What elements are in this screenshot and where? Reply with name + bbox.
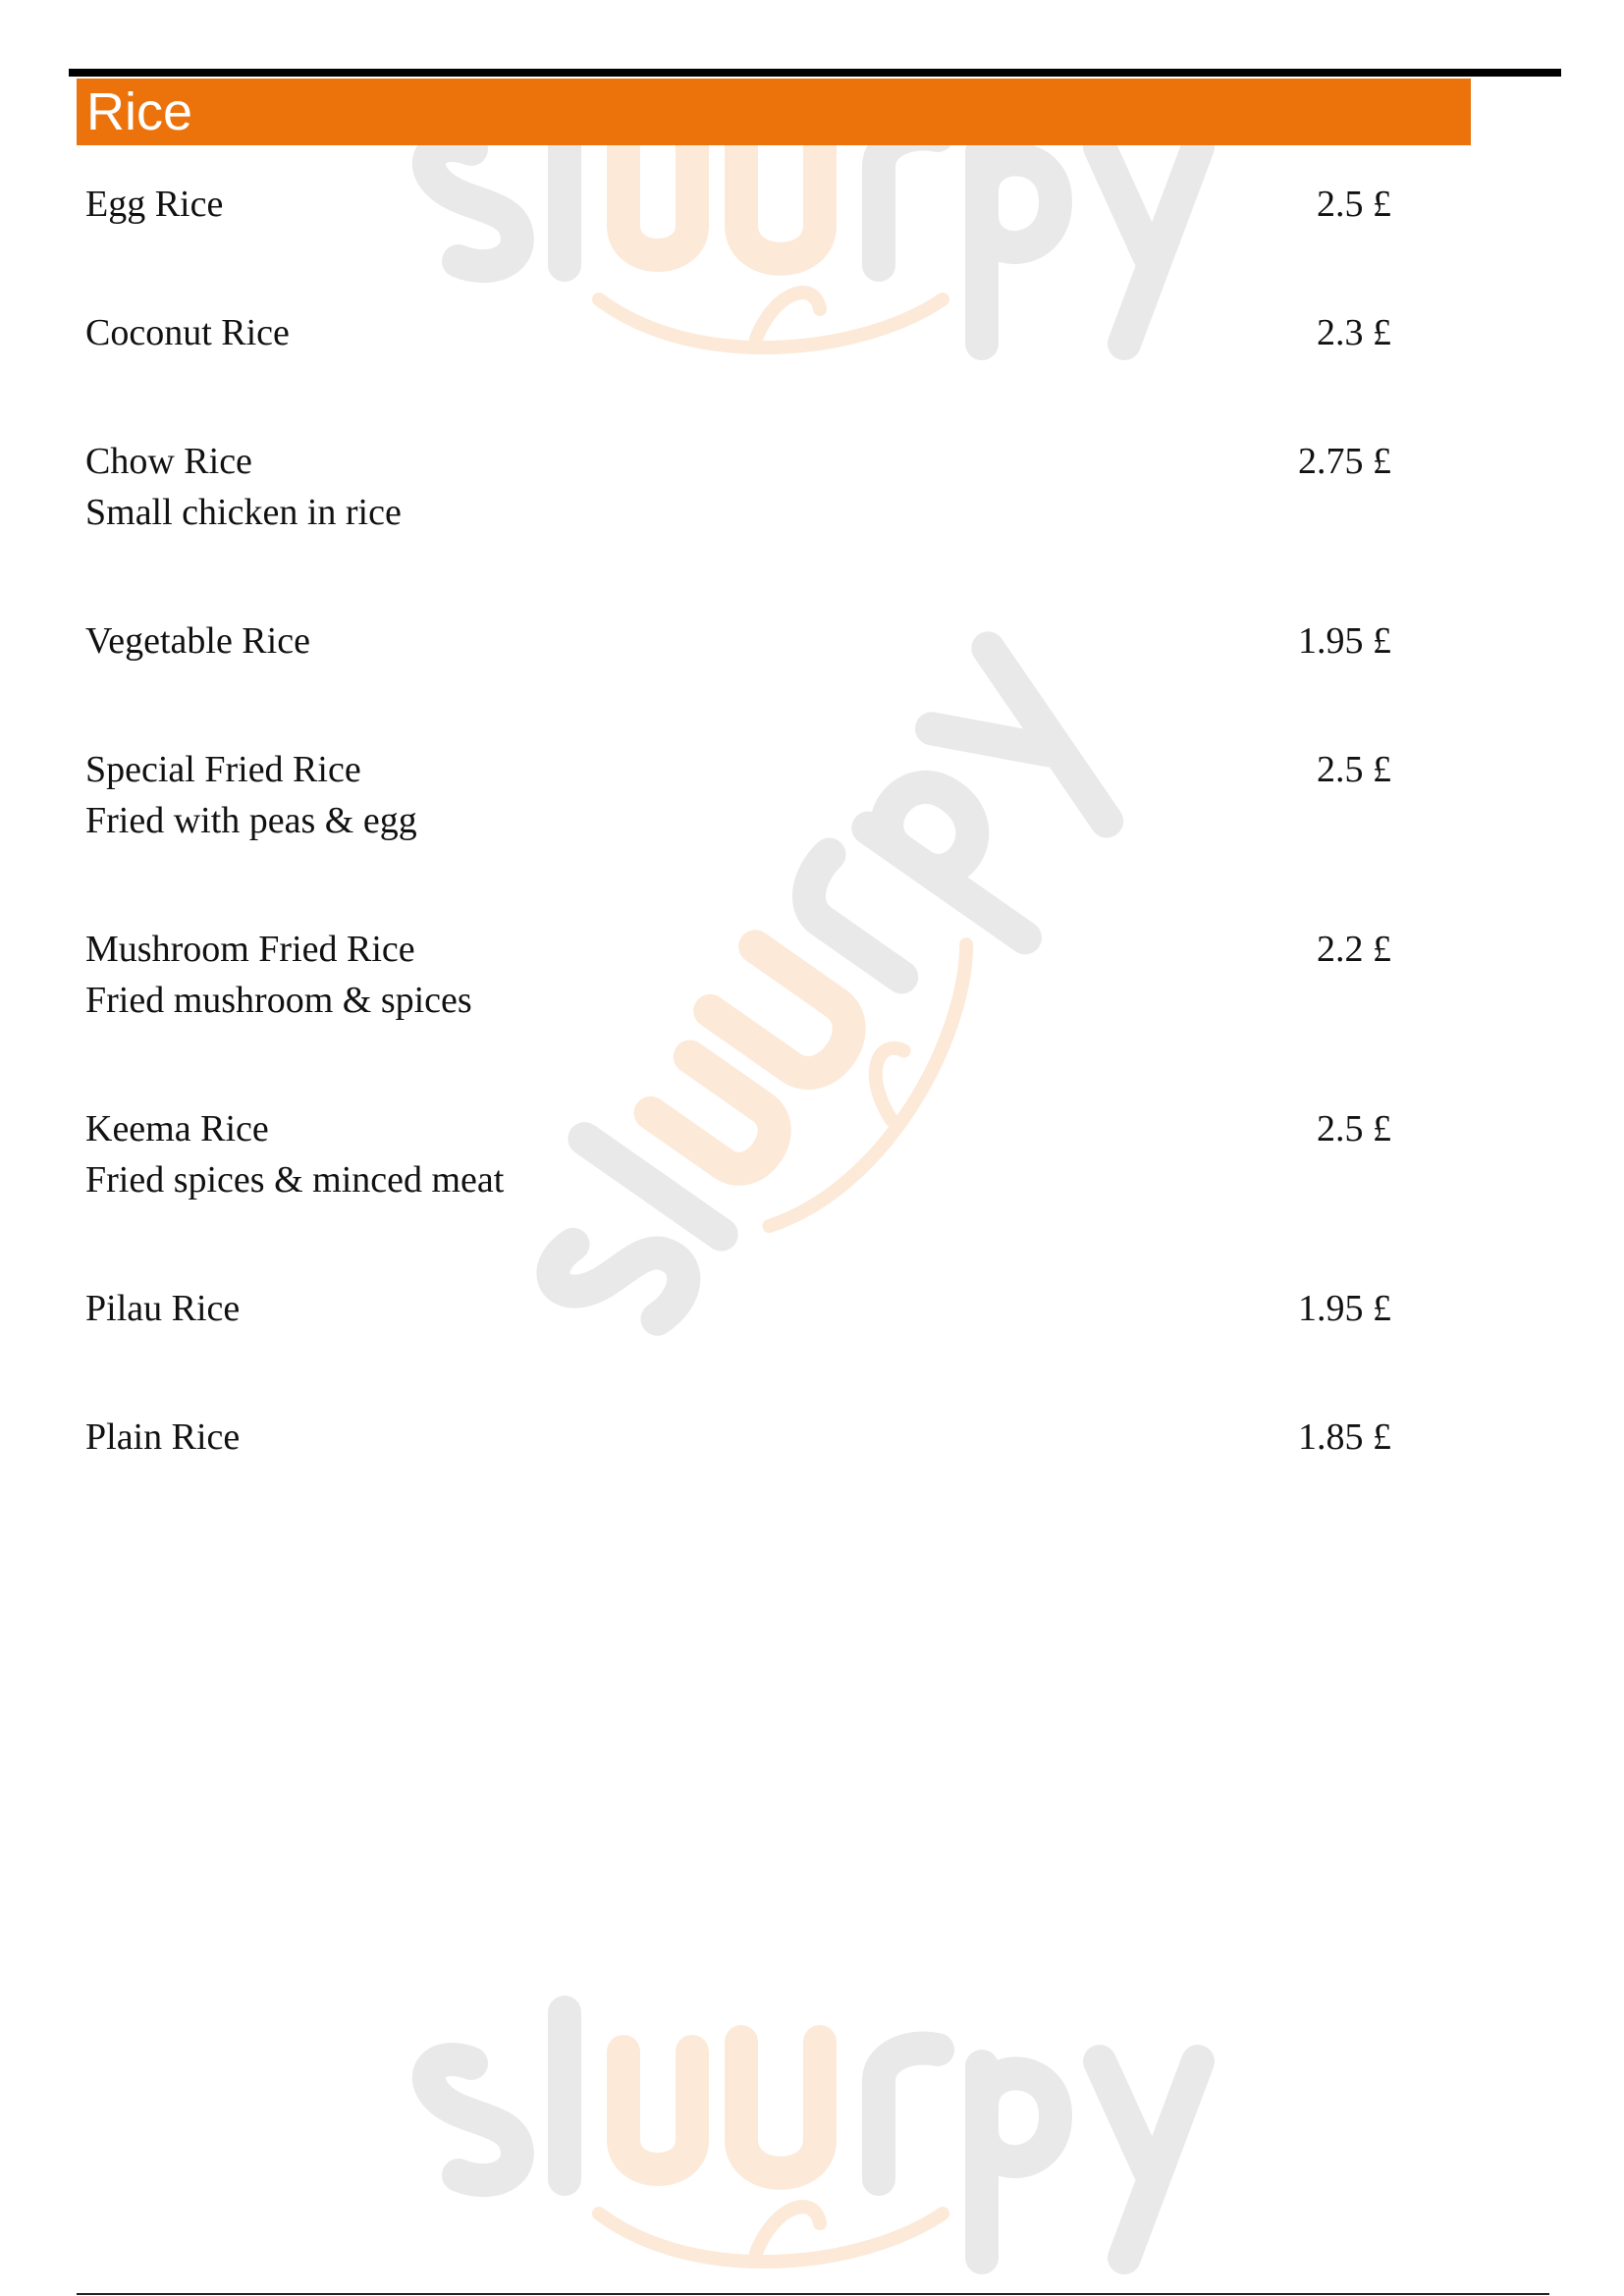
bottom-rule: [77, 2293, 1549, 2295]
item-name: Vegetable Rice: [85, 620, 310, 662]
menu-item: [85, 615, 1391, 723]
menu-item: [85, 436, 1391, 544]
item-price: 2.5 £: [1317, 1108, 1391, 1149]
watermark-logo-bottom: [403, 1973, 1227, 2287]
item-price: 2.75 £: [1298, 441, 1391, 482]
item-description: Fried mushroom & spices: [85, 980, 472, 1021]
top-rule: [69, 69, 1561, 77]
item-name: Plain Rice: [85, 1416, 241, 1458]
menu-item: [85, 1412, 1391, 1520]
menu-item: [85, 924, 1391, 1032]
item-price: 2.5 £: [1317, 749, 1391, 790]
item-price: 1.95 £: [1298, 620, 1391, 662]
item-name: Coconut Rice: [85, 312, 290, 353]
item-price: 1.95 £: [1298, 1288, 1391, 1329]
section-title: Rice: [86, 82, 193, 141]
item-price: 1.85 £: [1298, 1416, 1391, 1458]
item-price: 2.5 £: [1317, 184, 1391, 225]
menu-item: [85, 179, 1391, 287]
menu-item: [85, 1283, 1391, 1391]
menu-item: [85, 744, 1391, 852]
item-name: Chow Rice: [85, 441, 252, 482]
item-name: Keema Rice: [85, 1108, 269, 1149]
item-price: 2.2 £: [1317, 929, 1391, 970]
item-name: Egg Rice: [85, 184, 224, 225]
menu-item: [85, 307, 1391, 415]
item-price: 2.3 £: [1317, 312, 1391, 353]
item-name: Pilau Rice: [85, 1288, 241, 1329]
menu-item: [85, 1103, 1391, 1211]
item-description: Fried spices & minced meat: [85, 1159, 505, 1201]
item-name: Mushroom Fried Rice: [85, 929, 415, 970]
item-name: Special Fried Rice: [85, 749, 361, 790]
item-description: Fried with peas & egg: [85, 800, 417, 841]
section-header: [77, 79, 1471, 145]
item-description: Small chicken in rice: [85, 492, 402, 533]
